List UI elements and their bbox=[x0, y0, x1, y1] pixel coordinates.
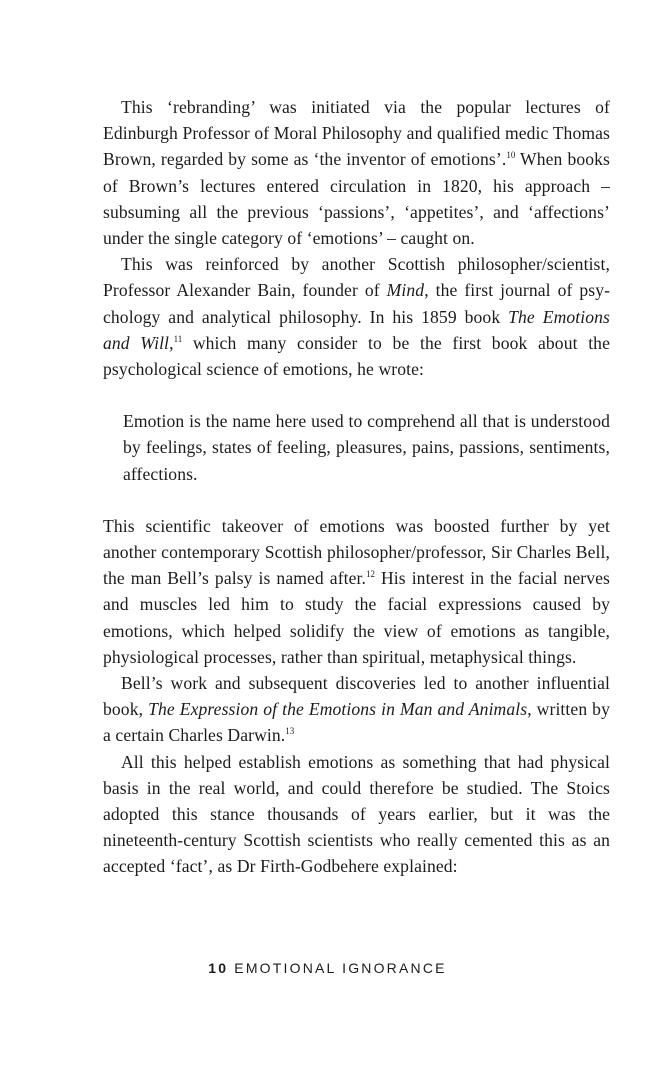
paragraph-text: This scientific takeover of emotions was boosted further by yet another contemporary Scottish philosopher/professor, Sir Charles Bell, the man Bell’s palsy is named after. bbox=[103, 515, 610, 589]
paragraph-rebranding bbox=[103, 94, 610, 251]
footnote-ref-13: 13 bbox=[285, 726, 295, 737]
footnote-ref-10: 10 bbox=[506, 150, 516, 161]
paragraph-text: When books of Brown’s lectures entered circulation in 1820, his approach – subsuming all the previous ‘passions’, ‘appetites’, and ‘affections’ under the single category of ‘emotions’ – caught on. bbox=[103, 149, 610, 249]
footnote-ref-11: 11 bbox=[173, 333, 183, 344]
running-title: EMOTIONAL IGNORANCE bbox=[234, 960, 447, 976]
paragraph-text: , bbox=[169, 332, 174, 353]
paragraph-text: This ‘rebranding’ was initiated via the popular lectures of Edinburgh Professor of Moral Philosophy and qualified medic Thomas Brown, regarded by some as ‘the inventor of emotions’. bbox=[103, 97, 610, 170]
paragraph-text: , written by a certain Charles Darwin. bbox=[103, 699, 610, 746]
page-number: 10 bbox=[208, 960, 229, 976]
book-title: The Expression of the Emotions in Man and Animals bbox=[148, 699, 528, 720]
paragraph-bell bbox=[103, 513, 610, 670]
paragraph-text: which many consider to be the first book about the psychological science of emotions, he wrote: bbox=[103, 332, 610, 380]
journal-title: Mind bbox=[386, 280, 425, 301]
paragraph-text: Bell’s work and subsequent discoveries led to another influential book, bbox=[103, 673, 610, 720]
footnote-ref-12: 12 bbox=[366, 569, 376, 580]
paragraph-text: This was reinforced by another Scottish philosopher/scientist, Professor Alexander Bain, founder of bbox=[103, 254, 610, 301]
paragraph-bain bbox=[103, 251, 610, 382]
page-footer bbox=[0, 960, 655, 976]
paragraph-darwin bbox=[103, 670, 610, 749]
paragraph-stoics bbox=[103, 749, 610, 880]
paragraph-text: His interest in the facial nerves and muscles led him to study the facial expressions caused by emotions, which helped solidify the view of emotions as tangible, physiological processes, rather than spiritual, metaphysical things. bbox=[103, 568, 610, 667]
paragraph-text: , the first journal of psychology and analytical philosophy. In his 1859 book bbox=[103, 280, 610, 327]
book-title: The Emotions and Will bbox=[103, 306, 610, 353]
block-quote: Emotion is the name here used to comprehend all that is understood by feelings, states of feeling, pleasures, pains, passions, sentiments, affections. bbox=[123, 411, 610, 484]
body-text bbox=[103, 94, 610, 880]
paragraph-text: All this helped establish emotions as something that had physical basis in the real world, and could therefore be studied. The Stoics adopted this stance thousands of years earlier, but it was the nineteenth-century Scottish scientists who really cemented this as an accepted ‘fact’, as Dr Firth-Godbehere explained: bbox=[103, 751, 610, 877]
